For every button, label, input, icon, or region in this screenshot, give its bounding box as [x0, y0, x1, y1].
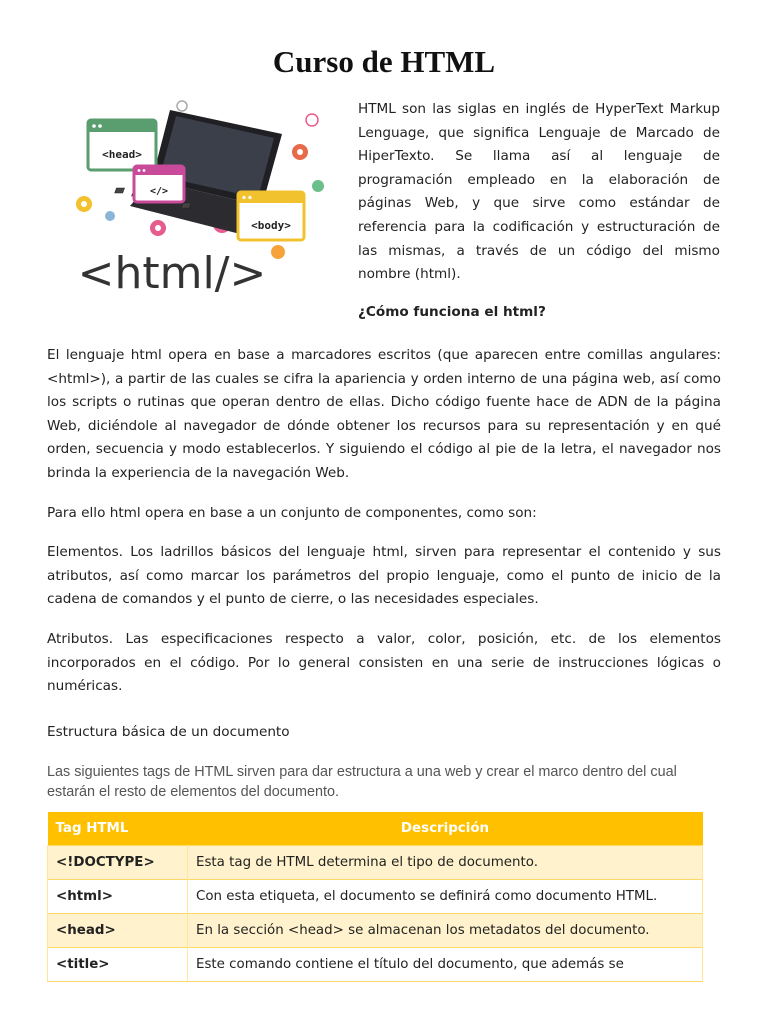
svg-text:<body>: <body> — [251, 219, 291, 232]
table-row — [48, 948, 703, 982]
gear-icon — [312, 180, 324, 192]
head-tag-card — [88, 120, 156, 170]
column-header-tag: Tag HTML — [48, 812, 188, 846]
gear-icon — [150, 220, 166, 236]
page-title: Curso de HTML — [272, 44, 496, 79]
description-cell: Este comando contiene el título del documento, que además se — [188, 948, 703, 982]
body-paragraph: El lenguaje html opera en base a marcadores escritos (que aparecen entre comillas angulares: <html>), a partir de las cuales se cifra la apariencia y orden interno de una página web, así como los scripts o rutinas que operan dentro de ellas. Dicho código fuente hace de ADN de la página Web, diciéndole al navegador de dónde obtener los recursos para su representación y en qué orden, secuencia y modo establecerlos. Y siguiendo el código al pie de la letra, el navegador nos brinda la experiencia de la navegación Web. — [47, 347, 721, 481]
subsection-heading: Estructura básica de un documento — [47, 724, 290, 740]
svg-text:<head>: <head> — [102, 148, 142, 161]
tag-cell: <!DOCTYPE> — [48, 846, 188, 880]
gear-icon — [105, 211, 115, 221]
description-cell: En la sección <head> se almacenan los metadatos del documento. — [188, 914, 703, 948]
column-header-description: Descripción — [188, 812, 703, 846]
gear-icon — [76, 196, 92, 212]
body-paragraph: Para ello html opera en base a un conjunto de componentes, como son: — [47, 505, 537, 521]
body-tag-card — [238, 192, 304, 240]
intro-paragraph: HTML son las siglas en inglés de HyperText Markup Lenguage, que significa Lenguaje de Marcado de HiperTexto. Se llama así al lenguaje de programación empleado en la elaboración de páginas Web, y que sirve como estándar de referencia para la codificación y estructuración de las mismas, a través de un código del mismo nombre (html). — [358, 101, 720, 283]
gear-icon — [177, 101, 187, 111]
gear-icon — [306, 114, 318, 126]
svg-text:</>: </> — [149, 186, 169, 197]
html-illustration — [72, 96, 334, 300]
gear-icon — [292, 144, 308, 160]
table-header-row — [48, 812, 703, 846]
description-cell: Esta tag de HTML determina el tipo de documento. — [188, 846, 703, 880]
table-row — [48, 846, 703, 880]
table-row — [48, 914, 703, 948]
description-cell: Con esta etiqueta, el documento se definirá como documento HTML. — [188, 880, 703, 914]
html-tag-wordmark: <html/> — [77, 248, 267, 299]
tag-cell: <html> — [48, 880, 188, 914]
table-intro: Las siguientes tags de HTML sirven para dar estructura a una web y crear el marco dentro del cual estarán el resto de elementos del documento. — [47, 764, 677, 800]
body-paragraph: Atributos. Las especificaciones respecto a valor, color, posición, etc. de los elementos incorporados en el código. Por lo general consisten en una serie de instrucciones lógicas o numéricas. — [47, 631, 721, 695]
code-tag-card — [134, 166, 184, 202]
html-tags-table — [47, 812, 703, 982]
tag-cell: <head> — [48, 914, 188, 948]
tag-cell: <title> — [48, 948, 188, 982]
gear-icon — [271, 245, 285, 259]
section-heading: ¿Cómo funciona el html? — [358, 304, 546, 320]
table-row — [48, 880, 703, 914]
body-paragraph: Elementos. Los ladrillos básicos del lenguaje html, sirven para representar el contenido y sus atributos, así como marcar los parámetros del propio lenguaje, como el punto de inicio de la cadena de comandos y el punto de cierre, o las necesidades especiales. — [47, 544, 721, 608]
